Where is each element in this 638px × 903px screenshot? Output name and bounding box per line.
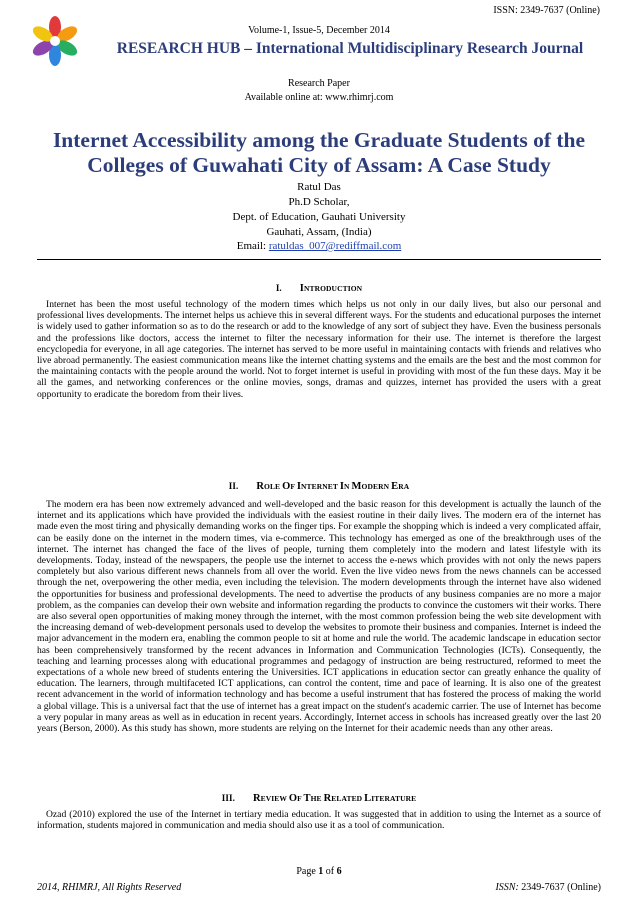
section-number: I.: [275, 283, 282, 293]
page-number: Page 1 of 6: [296, 866, 342, 877]
header-issn: ISSN: 2349-7637 (Online): [493, 5, 600, 16]
available-online: Available online at: www.rhimrj.com: [244, 92, 394, 103]
section-heading-role-of-internet: [0, 481, 638, 492]
author-department: Dept. of Education, Gauhati University: [232, 211, 406, 223]
section-title: INTRODUCTION: [299, 283, 363, 294]
flower-logo-icon: [20, 16, 90, 66]
article-title: Internet Accessibility among the Graduate Students of the Colleges of Guwahati City of Assam: A Case Study: [52, 128, 586, 177]
section-heading-introduction: [0, 283, 638, 294]
paper-type: Research Paper: [288, 78, 350, 89]
literature-review-paragraph: Ozad (2010) explored the use of the Internet in tertiary media education. It was suggested that in addition to using the Internet as a source of information, students majored in communication and media should also use it as a tool of communication.: [37, 809, 601, 832]
journal-title: RESEARCH HUB – International Multidisciplinary Research Journal: [116, 40, 584, 57]
header-divider: [37, 259, 601, 260]
author-email-line: [0, 240, 638, 252]
footer-copyright: 2014, RHIMRJ, All Rights Reserved: [37, 882, 182, 893]
volume-issue: Volume-1, Issue-5, December 2014: [248, 25, 390, 36]
role-of-internet-paragraph: The modern era has been now extremely advanced and well-developed and the basic reason for this development is actually the launch of the internet and its applications which have provided the individuals with the easiest routine in their daily lives. The modern era of the internet has made even the most tiring and physically demanding works on the finger tips. For example the shopping which is indeed a very complicated affair, can be easily done on the internet in the modern times, via e-commerce. This technology has emerged as one of the breakthrough uses of the internet. The internet has changed the face of the lives of people, turning them completely into the modern and latest lifestyle with its developments. Today, instead of the newspapers, the people use the internet to access the e-news which provides with not only the news papers completely but also various different news channels from all over the world. Even the live video news from the news channels can be accessed through the net, overpowering the other media, even including the television. The modern developments through the internet have also widened the opportunities for business and professional developments. The need to advertise the products of any business companies are no more a major problem, as the companies can develop their own website and information regarding the products to convince the customers wit their works. There are also several open opportunities of making money through the internet, with the most common profession being the web site development with the increasing demand of web-development personals used to develop the websites to promote their business and companies. Internet is indeed the major advancement in the modern era, enabling the common people to sit at home and rule the world. The academic landscape in education sector has been comprehensively transformed by the recent advances in Information and Communication Technologies (ICTs). Consequently, the teaching and learning processes along with educational programmes and pedagogy of instruction are being restructured, reformed to meet the expectations of a whole new breed of students entering the Universities. ICT applications in education sector can greatly enhance the quality of education. The learners, through multifaceted ICT applications, can control the content, time and pace of learning. It is also one of the greatest recent advancement in the world of information technology and has become a useful instrument that has fostered the process of making the world a global village. This is a universal fact that the use of internet has a great impact on the student's academic carrier. The use of Internet has become a very popular in many areas as well as in education in recent years. Accordingly, Internet access in schools has increased greatly over the last 20 years (Berson, 2000). As this study has shown, more students are relying on the Internet for their academic needs than any other areas.: [37, 499, 601, 735]
total-pages: 6: [336, 866, 342, 877]
current-page: 1: [318, 866, 324, 877]
footer-issn: ISSN: 2349-7637 (Online): [495, 882, 601, 893]
email-link[interactable]: ratuldas_007@rediffmail.com: [268, 240, 402, 252]
section-heading-literature-review: [0, 793, 638, 804]
section-title: ROLE OF INTERNET IN MODERN ERA: [256, 481, 410, 492]
email-label: Email:: [236, 240, 267, 252]
introduction-paragraph: Internet has been the most useful technology of the modern times which helps us not only in our daily lives, but also our personal and professional lives developments. The internet helps us achieve this in several different ways. For the students and educational purposes the internet is widely used to gather information so as to do the research or add to the knowledge of any sort of subject they have. Even the business personals and the professions like doctors, access the internet to filter the necessary information for their use. The internet is therefore the largest encyclopedia for everyone, in all age categories. The internet has served to be more useful in maintaining contacts with friends and relatives who live abroad permanently. The easiest communication means like the internet chatting systems and the emails are the best and the most common for the maintaining contacts with the people around the world. Not to forget internet is useful in providing with most of the fun these days. May it be all the games, and networking conferences or the online movies, songs, dramas and quizzes, internet has provided the users with a great opportunity to eradicate the boredom from their lives.: [37, 299, 601, 400]
section-number: II.: [228, 481, 239, 491]
author-name: Ratul Das: [297, 181, 341, 193]
author-position: Ph.D Scholar,: [288, 196, 350, 208]
section-title: REVIEW OF THE RELATED LITERATURE: [252, 793, 417, 804]
author-location: Gauhati, Assam, (India): [266, 226, 372, 238]
section-number: III.: [221, 793, 235, 803]
